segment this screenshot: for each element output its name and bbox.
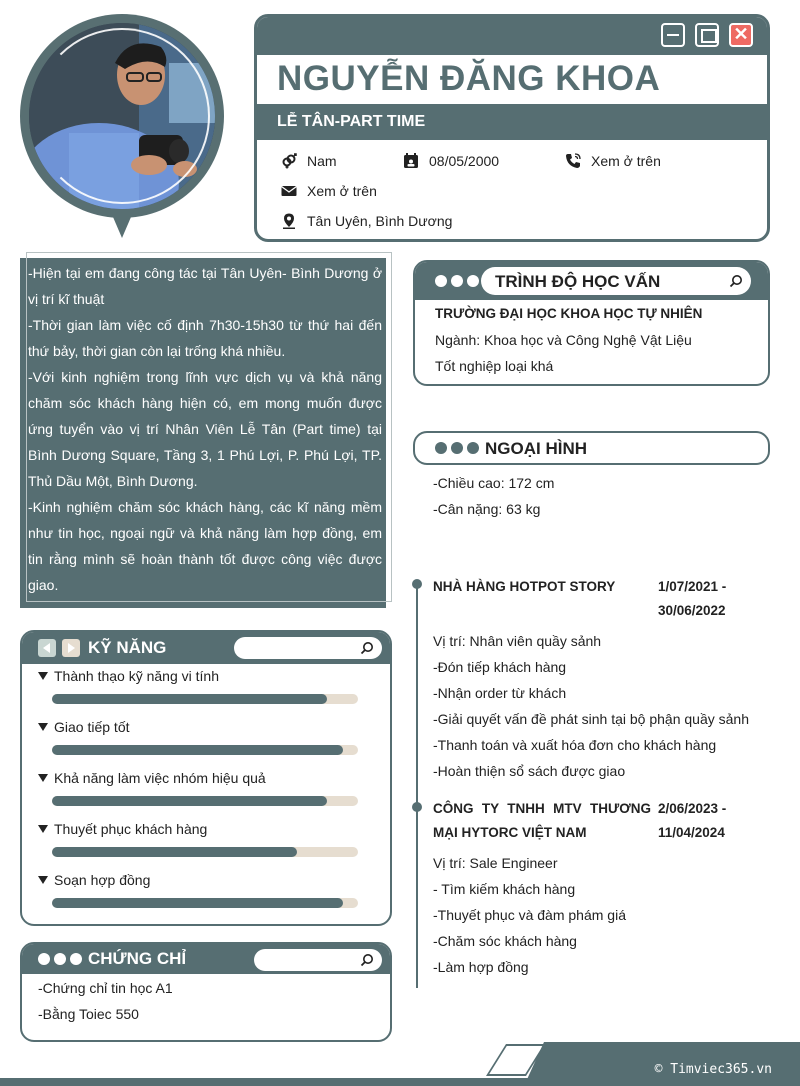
window-dots	[435, 442, 479, 454]
job-title: LỄ TÂN-PART TIME	[277, 113, 426, 130]
skill-item: Thành thạo kỹ năng vi tính	[38, 668, 219, 684]
skills-title: KỸ NĂNG	[88, 638, 167, 657]
caret-down-icon[interactable]	[38, 774, 48, 782]
play-left-icon[interactable]	[38, 639, 56, 657]
play-right-icon[interactable]	[62, 639, 80, 657]
skill-bar-fill	[52, 796, 327, 806]
search-icon	[360, 641, 374, 655]
calendar-icon	[403, 153, 419, 169]
skill-item: Khả năng làm việc nhóm hiệu quả	[38, 770, 266, 786]
education-major: Ngành: Khoa học và Công Nghệ Vật Liệu	[435, 332, 692, 348]
gender-icon	[281, 153, 297, 169]
window-dots	[435, 275, 479, 287]
about-paragraph: -Thời gian làm việc cố định 7h30-15h30 từ thứ hai đến thứ bảy, thời gian còn lại trống khá nhiều.	[28, 317, 382, 359]
about-paragraph: -Hiện tại em đang công tác tại Tân Uyên- Bình Dương ở vị trí kĩ thuật	[28, 265, 382, 307]
address-value: Tân Uyên, Bình Dương	[307, 213, 453, 229]
skill-item: Soạn hợp đồng	[38, 872, 150, 888]
role-bar	[257, 104, 767, 140]
job-detail: -Giải quyết vấn đề phát sinh tại bộ phận quầy sảnh	[433, 711, 749, 727]
certificates-search[interactable]	[254, 949, 382, 971]
job-date-start: 1/07/2021 -	[658, 579, 727, 594]
caret-down-icon[interactable]	[38, 723, 48, 731]
about-section	[28, 260, 382, 598]
job-detail: -Thanh toán và xuất hóa đơn cho khách hàng	[433, 737, 717, 753]
appearance-header	[413, 431, 770, 465]
skill-bar-fill	[52, 745, 343, 755]
education-title-pill[interactable]	[481, 267, 751, 295]
gender-row	[281, 153, 337, 169]
skill-bar	[52, 898, 358, 908]
job-detail: Vị trí: Nhân viên quầy sảnh	[433, 633, 602, 649]
address-row	[281, 213, 452, 229]
skill-item: Giao tiếp tốt	[38, 719, 130, 735]
education-header	[415, 262, 768, 300]
birthday-row	[403, 153, 499, 169]
job-detail: -Hoàn thiện sổ sách được giao	[433, 763, 626, 779]
skill-bar	[52, 847, 358, 857]
education-title: TRÌNH ĐỘ HỌC VẤN	[495, 272, 661, 291]
phone-row	[565, 153, 661, 169]
search-icon	[360, 953, 374, 967]
about-paragraph: -Kinh nghiệm chăm sóc khách hàng, các kĩ năng mềm như tin học, ngoại ngữ và khả năng làm hợp đồng, em tin rằng mình sẽ hoàn thành tốt được công việc được giao.	[28, 499, 382, 593]
phone-value: Xem ở trên	[591, 153, 661, 169]
minimize-button[interactable]	[661, 23, 685, 47]
job-detail: -Chăm sóc khách hàng	[433, 933, 577, 949]
education-grade: Tốt nghiệp loại khá	[435, 358, 554, 374]
company-name: NHÀ HÀNG HOTPOT STORY	[433, 579, 616, 594]
job-detail: Vị trí: Sale Engineer	[433, 855, 558, 871]
caret-down-icon[interactable]	[38, 825, 48, 833]
certificates-header	[22, 944, 390, 974]
mail-icon	[281, 183, 297, 199]
school-name: TRƯỜNG ĐẠI HỌC KHOA HỌC TỰ NHIÊN	[435, 306, 703, 321]
certificate-item: -Chứng chỉ tin học A1	[38, 980, 173, 996]
company-name-cont: MẠI HYTORC VIỆT NAM	[433, 825, 587, 840]
avatar-pointer	[110, 210, 134, 238]
skill-bar	[52, 694, 358, 704]
email-row	[281, 183, 377, 199]
timeline-dot	[412, 579, 422, 589]
title-bar	[257, 17, 767, 55]
experience-timeline	[416, 580, 418, 988]
window-dots	[38, 953, 82, 965]
skill-item: Thuyết phục khách hàng	[38, 821, 207, 837]
skill-bar-fill	[52, 847, 297, 857]
appearance-title: NGOẠI HÌNH	[485, 439, 587, 458]
education-panel	[413, 260, 770, 386]
email-value: Xem ở trên	[307, 183, 377, 199]
caret-down-icon[interactable]	[38, 672, 48, 680]
skills-search[interactable]	[234, 637, 382, 659]
skill-bar	[52, 745, 358, 755]
skill-bar-fill	[52, 694, 327, 704]
height-value: -Chiều cao: 172 cm	[433, 475, 555, 491]
skill-bar	[52, 796, 358, 806]
avatar-ring	[34, 28, 210, 204]
certificate-item: -Bằng Toiec 550	[38, 1006, 139, 1022]
about-paragraph: -Với kinh nghiệm trong lĩnh vực dịch vụ và khả năng chăm sóc khách hàng hiện có, em mong muốn được ứng tuyển vào vị trí Nhân Viên Lễ Tân (Part time) tại Bình Dương Square, Tầng 3, 1 Phú Lợi, P. Phú Lợi, TP. Thủ Dầu Một, Bình Dương.	[28, 369, 382, 489]
job-detail: -Thuyết phục và đàm phám giá	[433, 907, 626, 923]
maximize-button[interactable]	[695, 23, 719, 47]
certificates-title: CHỨNG CHỈ	[88, 949, 187, 968]
location-pin-icon	[281, 213, 297, 229]
timeline-dot	[412, 802, 422, 812]
birthday-value: 08/05/2000	[429, 153, 500, 169]
skill-bar-fill	[52, 898, 343, 908]
candidate-name: NGUYỄN ĐĂNG KHOA	[277, 59, 661, 98]
avatar	[20, 14, 226, 240]
skills-panel	[20, 630, 392, 926]
job-date-end: 30/06/2022	[658, 603, 726, 618]
gender-value: Nam	[307, 153, 337, 169]
search-icon	[729, 274, 743, 288]
header-window	[254, 14, 770, 242]
job-date-start: 2/06/2023 -	[658, 801, 727, 816]
job-detail: -Nhận order từ khách	[433, 685, 567, 701]
close-button[interactable]: ✕	[729, 23, 753, 47]
phone-icon	[565, 153, 581, 169]
caret-down-icon[interactable]	[38, 876, 48, 884]
job-date-end: 11/04/2024	[658, 825, 725, 840]
skills-header	[22, 632, 390, 664]
weight-value: -Cân nặng: 63 kg	[433, 501, 541, 517]
job-detail: -Đón tiếp khách hàng	[433, 659, 567, 675]
job-detail: -Làm hợp đồng	[433, 959, 529, 975]
certificates-panel	[20, 942, 392, 1042]
company-name: CÔNG TY TNHH MTV THƯƠNG	[433, 801, 651, 816]
job-detail: - Tìm kiếm khách hàng	[433, 881, 576, 897]
watermark: © Timviec365.vn	[654, 1062, 772, 1077]
